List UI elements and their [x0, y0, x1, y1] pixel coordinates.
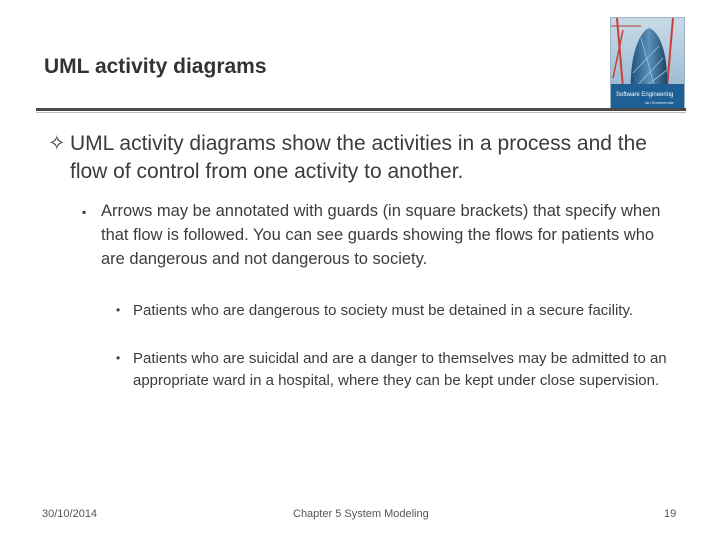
- title-divider: [36, 108, 686, 111]
- bullet-level3-text: Patients who are suicidal and are a danger to themselves may be admitted to an appropriate ward in a hospital, where they can be kept under close supervision.: [133, 350, 667, 389]
- book-cover-title: Software Engineering: [616, 92, 674, 98]
- slide-title: UML activity diagrams: [44, 55, 267, 78]
- title-divider-shadow: [36, 112, 686, 113]
- bullet-level2-text: Arrows may be annotated with guards (in square brackets) that specify when that flow is followed. You can see guards showing the flows for patients who are dangerous and not dangerous to society.: [101, 202, 661, 268]
- bullet-level3-item: [116, 300, 686, 322]
- dot-bullet-icon: •: [116, 351, 121, 365]
- book-cover-author: Ian Sommerville: [645, 100, 674, 105]
- four-point-star-icon: ✧: [48, 132, 66, 155]
- bullet-level3-item: [116, 348, 686, 391]
- square-bullet-icon: ▪: [82, 205, 87, 219]
- footer-chapter: Chapter 5 System Modeling: [293, 508, 429, 520]
- footer-date: 30/10/2014: [42, 508, 98, 520]
- bullet-level1-text: UML activity diagrams show the activities in a process and the flow of control from one activity to another.: [70, 132, 647, 183]
- bullet-level2: [82, 199, 672, 271]
- footer-page-number: 19: [664, 508, 677, 520]
- book-cover-image: [610, 17, 685, 109]
- bullet-level1: [48, 130, 668, 186]
- dot-bullet-icon: •: [116, 303, 121, 317]
- bullet-level3-text: Patients who are dangerous to society must be detained in a secure facility.: [133, 302, 634, 319]
